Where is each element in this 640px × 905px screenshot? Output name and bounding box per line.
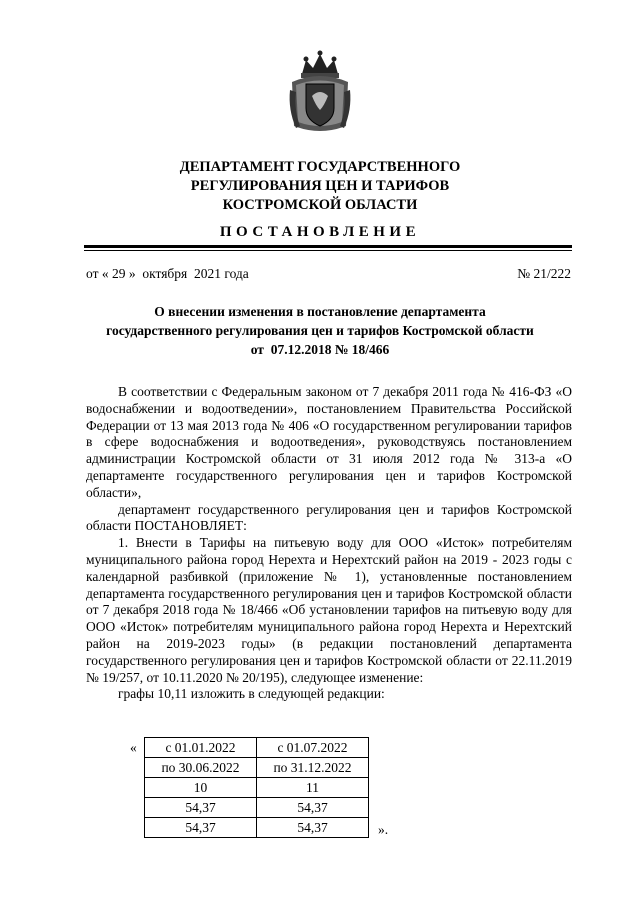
header-divider-thin [84, 250, 572, 251]
department-line: КОСТРОМСКОЙ ОБЛАСТИ [222, 197, 418, 213]
table-cell: 54,37 [257, 818, 369, 838]
department-line: РЕГУЛИРОВАНИЯ ЦЕН И ТАРИФОВ [190, 178, 450, 194]
table-cell: по 31.12.2022 [257, 758, 369, 778]
body-paragraph-resolves: департамент государственного регулирования цен и тарифов Костромской области ПОСТАНОВЛЯЕТ: [86, 501, 572, 534]
table-cell: 11 [257, 778, 369, 798]
tariff-table [144, 737, 369, 838]
body-paragraph-basis: В соответствии с Федеральным законом от 7 декабря 2011 года № 416-ФЗ «О водоснабжении и водоотведении», постановлением Правительства Российской Федерации от 13 мая 2013 года № 406 «О государственном регулировании тарифов в сфере водоснабжения и водоотведения», руководствуясь постановлением администрации Костромской области от 31 июля 2012 года № 313-а «О департаменте государственного регулирования цен и тарифов Костромской области», [86, 384, 572, 500]
quote-open-mark: « [130, 740, 137, 755]
table-cell: 10 [145, 778, 257, 798]
table-row [145, 818, 369, 838]
department-line: ДЕПАРТАМЕНТ ГОСУДАРСТВЕННОГО [179, 159, 461, 175]
document-number: № 21/222 [517, 266, 571, 281]
subject-line: от 07.12.2018 № 18/466 [250, 342, 390, 357]
table-row [145, 798, 369, 818]
document-date: от « 29 » октября 2021 года [86, 266, 249, 281]
document-body [86, 384, 572, 703]
table-cell: с 01.07.2022 [257, 738, 369, 758]
subject-line: О внесении изменения в постановление департамента [154, 304, 486, 319]
table-row [145, 778, 369, 798]
department-name [0, 158, 640, 215]
body-paragraph-item-1: 1. Внести в Тарифы на питьевую воду для ООО «Исток» потребителям муниципального района город Нерехта и Нерехтский район на 2019 - 2023 годы с календарной разбивкой (приложение № 1), установленные постановлением департамента государственного регулирования цен и тарифов Костромской области от 7 декабря 2018 года № 18/466 «Об установлении тарифов на питьевую воду для ООО «Исток» потребителям муниципального района город Нерехта и Нерехтский район на 2019-2023 годы» (в редакции постановлений департамента государственного регулирования цен и тарифов Костромской области от 22.11.2019 № 19/257, от 10.11.2020 № 20/195), следующее изменение: [86, 535, 572, 685]
table-row [145, 738, 369, 758]
table-cell: с 01.01.2022 [145, 738, 257, 758]
document-subject [60, 302, 580, 359]
document-type-title: ПОСТАНОВЛЕНИЕ [219, 224, 421, 240]
table-cell: 54,37 [145, 818, 257, 838]
table-row [145, 758, 369, 778]
coat-of-arms-icon [288, 50, 352, 134]
header-divider-thick [84, 245, 572, 248]
subject-line: государственного регулирования цен и тарифов Костромской области [106, 323, 534, 338]
quote-close-mark: ». [378, 822, 389, 837]
table-cell: 54,37 [145, 798, 257, 818]
table-cell: по 30.06.2022 [145, 758, 257, 778]
body-paragraph-columns: графы 10,11 изложить в следующей редакции: [118, 686, 385, 702]
table-cell: 54,37 [257, 798, 369, 818]
